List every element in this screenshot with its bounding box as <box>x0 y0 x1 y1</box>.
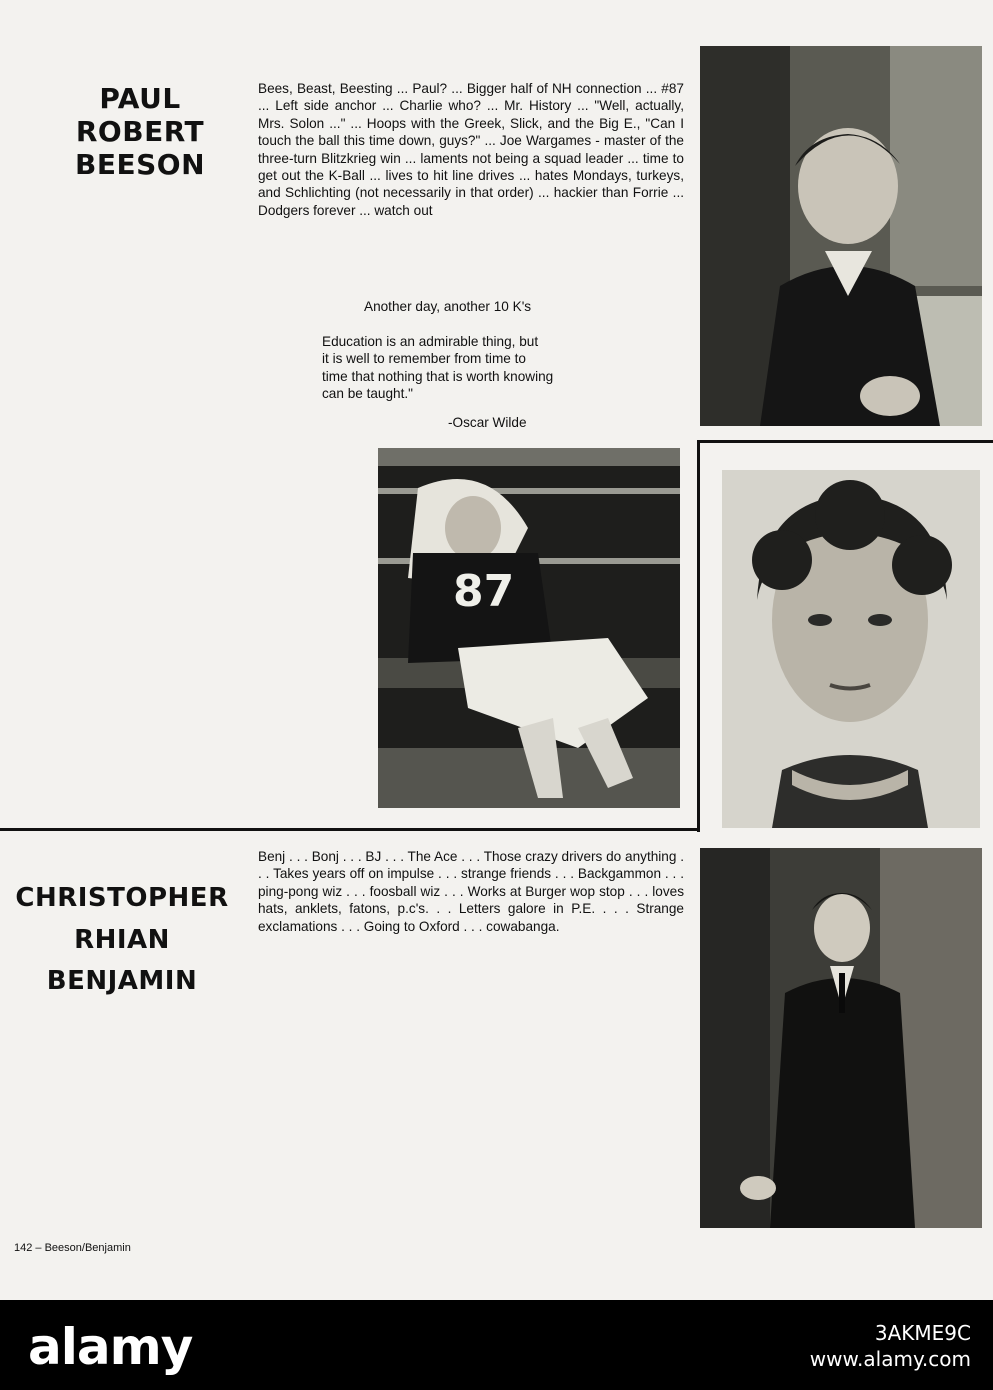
beeson-quote-author: -Oscar Wilde <box>448 415 527 430</box>
beeson-quote <box>322 333 553 403</box>
beeson-football-photo <box>378 448 680 808</box>
beeson-portrait-photo <box>700 46 982 426</box>
page-caption: 142 – Beeson/Benjamin <box>14 1242 131 1254</box>
benjamin-middle-name: RHIAN <box>74 924 170 955</box>
benjamin-name <box>0 878 244 1003</box>
divider-vertical <box>697 440 700 832</box>
beeson-motto: Another day, another 10 K's <box>364 299 532 314</box>
benjamin-last-name: BENJAMIN <box>46 966 198 997</box>
quote-line-4: can be taught." <box>322 386 413 402</box>
beeson-name <box>40 82 240 181</box>
benjamin-first-name: CHRISTOPHER <box>15 883 229 913</box>
beeson-blurb: Bees, Beast, Beesting ... Paul? ... Bigger half of NH connection ... #87 ... Left side anchor ... Charlie who? ... Mr. History ... "Well, actually, Mrs. Solon ..." ... Hoops with the Greek, Slick, and the Big E., "Can I touch the ball this time down, guys?" ... Joe Wargames - master of the three-turn Blitzkrieg win ... laments not being a squad leader ... time to get out the K-Ball ... lives to hit line drives ... hates Mondays, turkeys, and Schlichting (not necessarily in that order) ... hackier than Forrie ... Dodgers forever ... watch out <box>258 81 684 218</box>
beeson-middle-name: ROBERT <box>75 115 205 149</box>
divider-horizontal-lower <box>0 828 700 831</box>
beeson-first-name: PAUL <box>99 82 181 115</box>
jersey-number: 87 <box>453 566 515 617</box>
image-code: 3AKME9C <box>874 1321 971 1345</box>
site-url: www.alamy.com <box>809 1347 971 1371</box>
watermark-footer <box>0 1300 993 1390</box>
divider-horizontal-upper <box>697 440 993 443</box>
benjamin-suit-photo <box>700 848 982 1228</box>
quote-line-1: Education is an admirable thing, but <box>322 334 539 349</box>
benjamin-portrait-photo <box>722 470 980 828</box>
quote-line-3: time that nothing that is worth knowing <box>322 368 554 384</box>
watermark-info <box>810 1320 971 1372</box>
alamy-logo: alamy <box>28 1318 193 1376</box>
beeson-last-name: BEESON <box>75 148 205 182</box>
benjamin-blurb: Benj . . . Bonj . . . BJ . . . The Ace . . . Those crazy drivers do anything . . . Takes years off on impulse . . . strange friends . . . Backgammon . . . ping-pong wiz . . . foosball wiz . . . Works at Burger wop stop . . . loves hats, anklets, fatons, p.c's. . . Letters galore in P.E. . . . Strange exclamations . . . Going to Oxford . . . cowabanga. <box>258 849 684 934</box>
quote-line-2: it is well to remember from time to <box>322 351 526 367</box>
